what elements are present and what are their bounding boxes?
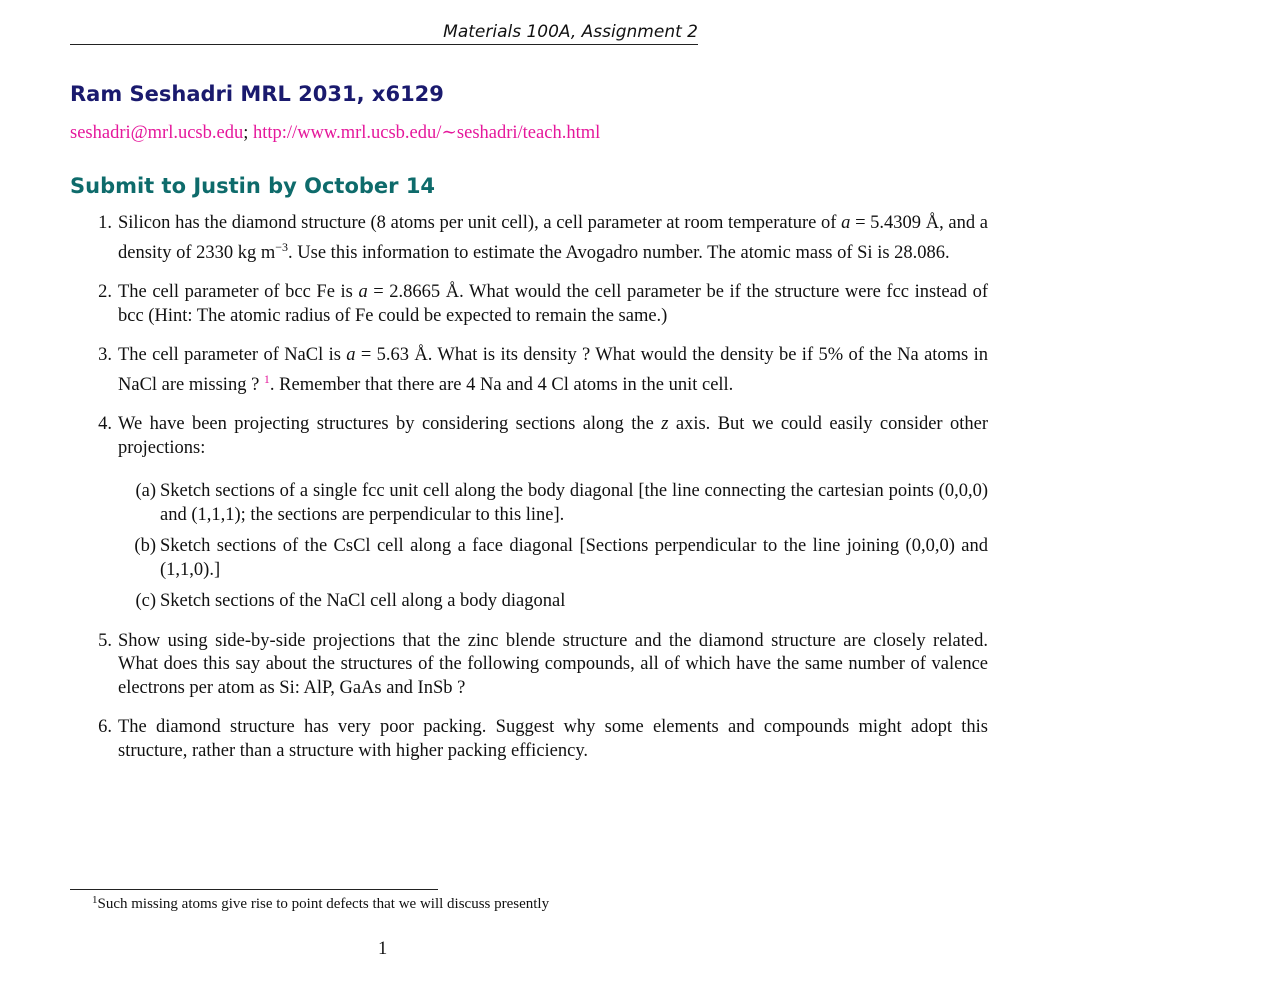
problem-text: The cell parameter of NaCl is <box>118 345 347 365</box>
website-link[interactable]: http://www.mrl.ucsb.edu/∼seshadri/teach.html <box>253 123 601 143</box>
subpart-b <box>118 535 988 582</box>
subpart-text: Sketch sections of the CsCl cell along a face diagonal [Sections perpendicular to the line joining (0,0,0) and (1,1,0).] <box>160 536 988 580</box>
problem-text: . Remember that there are 4 Na and 4 Cl atoms in the unit cell. <box>269 374 734 395</box>
problem-text: = 5.63 Å. What is its density ? What would the density be if 5% of the Na atoms in NaCl are missing ? <box>118 345 988 395</box>
problem-list <box>88 212 988 779</box>
page-number: 1 <box>378 939 388 959</box>
footnote-mark: 1 <box>92 894 98 906</box>
subpart-list <box>118 480 988 614</box>
problem-text: axis. But we could easily consider other projections: <box>118 414 989 458</box>
subpart-label: (c) <box>135 591 156 611</box>
math-variable: a <box>841 213 851 233</box>
problem-text: = 5.4309 Å, and a density of 2330 kg m <box>118 213 988 263</box>
problem-number: 6. <box>98 717 112 737</box>
problem-3 <box>88 344 988 397</box>
problem-6 <box>88 716 988 763</box>
contact-separator: ; <box>243 123 253 143</box>
subpart-label: (b) <box>134 536 156 556</box>
email-link[interactable]: seshadri@mrl.ucsb.edu <box>70 123 244 143</box>
subpart-c <box>118 590 988 614</box>
math-variable: a <box>358 282 368 302</box>
contact-line <box>70 122 600 144</box>
subpart-text: Sketch sections of a single fcc unit cell along the body diagonal [the line connecting the cartesian points (0,0,0) and (1,1,1); the sections are perpendicular to this line]. <box>160 481 988 525</box>
problem-1 <box>88 212 988 265</box>
problem-text: Silicon has the diamond structure (8 atoms per unit cell), a cell parameter at room temperature of <box>118 213 842 233</box>
problem-text: The diamond structure has very poor packing. Suggest why some elements and compounds might adopt this structure, rather than a structure with higher packing efficiency. <box>118 717 988 761</box>
footnote <box>92 894 549 913</box>
math-variable: z <box>661 414 669 434</box>
problem-text: . Use this information to estimate the Avogadro number. The atomic mass of Si is 28.086. <box>288 242 950 263</box>
problem-text: We have been projecting structures by considering sections along the <box>118 414 662 434</box>
problem-4 <box>88 413 988 614</box>
author-heading: Ram Seshadri MRL 2031, x6129 <box>70 82 444 106</box>
problem-text: = 2.8665 Å. What would the cell parameter be if the structure were fcc instead of bcc (Hint: The atomic radius of Fe could be expected to remain the same.) <box>118 282 988 326</box>
running-header <box>70 22 698 45</box>
problem-number: 4. <box>98 414 112 434</box>
math-variable: a <box>346 345 356 365</box>
subpart-a <box>118 480 988 527</box>
problem-5 <box>88 630 988 701</box>
problem-number: 5. <box>98 630 112 651</box>
subpart-text: Sketch sections of the NaCl cell along a body diagonal <box>160 591 566 611</box>
exponent: −3 <box>275 239 289 254</box>
running-title: Materials 100A, Assignment 2 <box>443 22 698 42</box>
footnote-text: Such missing atoms give rise to point defects that we will discuss presently <box>97 896 550 912</box>
footnote-rule <box>70 889 438 890</box>
problem-2 <box>88 281 988 328</box>
subpart-label: (a) <box>135 481 156 501</box>
problem-number: 2. <box>98 282 112 302</box>
deadline-heading: Submit to Justin by October 14 <box>70 174 436 198</box>
problem-number: 1. <box>98 213 112 233</box>
problem-text: Show using side-by-side projections that the zinc blende structure and the diamond structure are closely related. What does this say about the structures of the following compounds, all of which have the same number of valence electrons per atom as Si: AlP, GaAs and InSb ? <box>118 630 988 698</box>
problem-number: 3. <box>98 345 112 365</box>
footnote-ref-link[interactable]: 1 <box>263 371 270 386</box>
problem-text: The cell parameter of bcc Fe is <box>118 282 359 302</box>
